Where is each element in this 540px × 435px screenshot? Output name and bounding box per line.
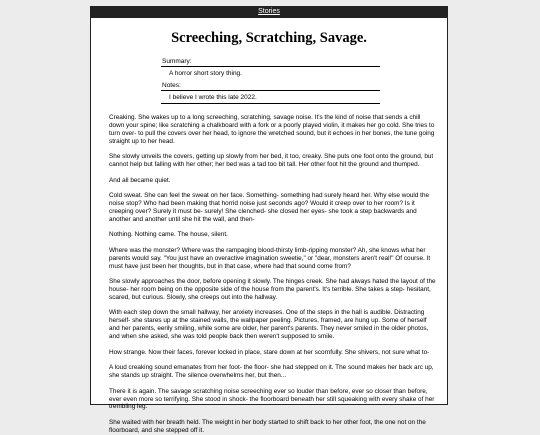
top-nav-bar — [91, 6, 447, 18]
story-title: Screeching, Scratching, Savage. — [171, 30, 367, 46]
story-paragraph: She waited with her breath held. The weight in her body started to shift back to her other foot, the one not on the floorboard, and she stepped off it. — [109, 418, 426, 434]
notes-label: Notes: — [161, 82, 380, 91]
summary-text: A horror short story thing. — [169, 70, 242, 77]
story-paragraph: She slowly approaches the door, before opening it slowly. The hinges creek. She had always hated the layout of the house- her room being on the opposite side of the house from the parent's. It's terrible. She takes a step- hesitant, scared, but curious. Slowly, she creeps out into the hallway. — [109, 278, 436, 301]
summary-label: Summary: — [161, 58, 380, 67]
story-page — [90, 6, 448, 434]
notes-text: I believe I wrote this late 2022. — [169, 94, 257, 101]
story-paragraph: Cold sweat. She can feel the sweat on her face. Something- something had surely heard her. Why else would the noise stop? Who had been making that horrid noise just seconds ago? Would it creep over to her room? Is it creeping over? Surely it must be- surely! She clenched- she closed her eyes- she took a step backwards and another and another until she hit the wall, and then- — [109, 192, 430, 223]
story-paragraph: Creaking. She wakes up to a long screeching, scratching, savage noise. It's the kind of noise that sends a chill down your spine; like scratching a chalkboard with a fork or a poorly played violin, it makes her go cold. She tries to turn over- to pull the covers over her head, to ignore the wretched sound, but it echoes in her bones, the tune going straight up to her head. — [109, 114, 435, 145]
story-paragraph: And all became quiet. — [109, 176, 171, 184]
story-paragraph: A loud creaking sound emanates from her foot- the floor- she had stepped on it. The sound makes her back arc up, she stands up straight. The silence overwhelms her, but then... — [109, 364, 434, 380]
story-paragraph: Nothing. Nothing came. The house, silent. — [109, 231, 228, 239]
meta-divider — [161, 103, 380, 104]
story-paragraph: She slowly unveils the covers, getting up slowly from her bed, it too, creaky. She puts one foot onto the ground, but cannot help but falling with her other; her bed was a tad too bit tall. Her other foot hit the ground and thumped. — [109, 153, 434, 169]
story-meta — [161, 58, 380, 102]
nav-stories-link[interactable]: Stories — [258, 8, 280, 15]
story-paragraph: With each step down the small hallway, her anxiety increases. One of the steps in the hall is audible. Distracting herself- she stares up at the stained walls, the wallpaper peeling. Pictures, framed, are hung up. Some of herself and her parents, eerily smiling, while some are older, her parent's parents. They never smiled in the older photos, and when she asked, she was told people back then weren't supposed to smile. — [109, 309, 429, 341]
story-paragraph: There it is again. The savage scratching noise screeching ever so louder than before, ever so closer than before, ever even more so terrifying. She stood in shock- the floorboard beneath her still squeaking with every shake of her trembling leg. — [109, 387, 435, 411]
story-paragraph: How strange. Now their faces, forever locked in place, stare down at her scornfully. She shivers, not sure what to- — [109, 348, 430, 356]
story-body — [109, 114, 437, 435]
story-paragraph: Where was the monster? Where was the rampaging blood-thirsty limb-ripping monster? Ah, she knows what her parents would say. "You just have an overactive imagination sweetie," or "dear, monsters aren't real!" Of course. It must have just been her thoughts, but in that case, where had that sound come from? — [109, 246, 431, 270]
